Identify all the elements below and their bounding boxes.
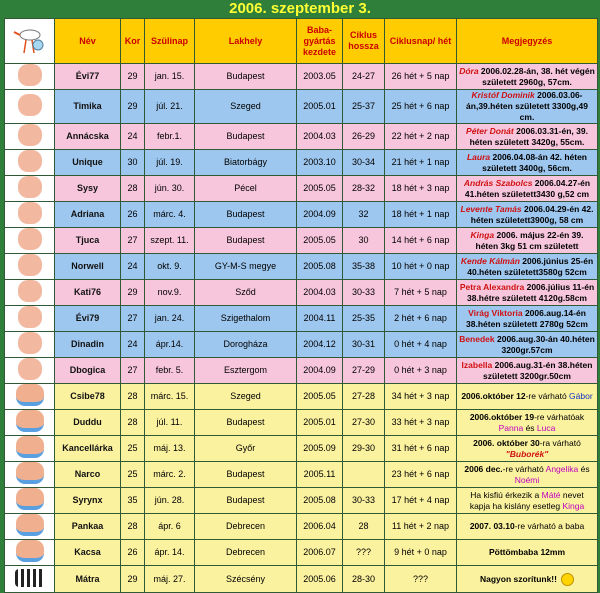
baby-icon <box>18 228 42 250</box>
cell-szulinap: márc. 2. <box>145 462 195 488</box>
row-icon-cell <box>5 306 55 332</box>
cell-nev: Csibe78 <box>55 384 121 410</box>
cell-baba: 2004.03 <box>297 280 343 306</box>
cell-ciklus: 32 <box>343 202 385 228</box>
col-header-ciklusnap: Ciklusnap/ hét <box>385 19 457 64</box>
cell-baba: 2003.05 <box>297 64 343 90</box>
cell-ciklus: 28-32 <box>343 176 385 202</box>
note-segment: 2006.június 25-én 40.héten született3580g 52cm <box>467 255 594 277</box>
cell-megjegyzes <box>457 514 598 540</box>
cell-ciklus <box>343 462 385 488</box>
cell-ciklus: 30-34 <box>343 150 385 176</box>
cell-ciklusnap: 18 hét + 3 nap <box>385 176 457 202</box>
row-icon-cell <box>5 358 55 384</box>
table-row <box>5 514 598 540</box>
note-segment: -re várhatóak <box>534 411 585 422</box>
row-icon-cell <box>5 64 55 90</box>
cell-ciklus: 27-29 <box>343 358 385 384</box>
note-segment: "Buborék" <box>505 448 549 459</box>
cell-megjegyzes <box>457 462 598 488</box>
note-segment: 2006.03.31-én, 39. héten született 3420g, 55cm. <box>469 125 588 147</box>
cell-szulinap: márc. 4. <box>145 202 195 228</box>
cell-megjegyzes <box>457 488 598 514</box>
cell-baba: 2005.11 <box>297 462 343 488</box>
table-row <box>5 566 598 593</box>
cell-megjegyzes <box>457 306 598 332</box>
cell-megjegyzes <box>457 436 598 462</box>
cell-ciklus: 26-29 <box>343 124 385 150</box>
cell-ciklusnap: ??? <box>385 566 457 593</box>
cell-ciklusnap: 21 hét + 1 nap <box>385 150 457 176</box>
cell-kor: 26 <box>121 202 145 228</box>
cell-baba: 2005.05 <box>297 176 343 202</box>
cell-lakhely: Pécel <box>195 176 297 202</box>
cell-megjegyzes <box>457 384 598 410</box>
note-segment: Luca <box>536 422 556 433</box>
cell-lakhely: Szeged <box>195 90 297 124</box>
cell-ciklusnap: 34 hét + 3 nap <box>385 384 457 410</box>
baby-icon <box>18 150 42 172</box>
members-table <box>4 18 598 593</box>
cell-lakhely: Biatorbágy <box>195 150 297 176</box>
cell-kor: 28 <box>121 176 145 202</box>
row-icon-cell <box>5 410 55 436</box>
baby-icon <box>18 306 42 328</box>
row-icon-cell <box>5 202 55 228</box>
cell-ciklusnap: 33 hét + 3 nap <box>385 410 457 436</box>
cell-lakhely: Budapest <box>195 64 297 90</box>
table-row <box>5 64 598 90</box>
cell-nev: Dbogica <box>55 358 121 384</box>
table-row <box>5 358 598 384</box>
cell-nev: Dinadin <box>55 332 121 358</box>
cell-nev: Syrynx <box>55 488 121 514</box>
col-header-baba: Baba-gyártás kezdete <box>297 19 343 64</box>
cell-baba: 2005.05 <box>297 228 343 254</box>
baby-icon <box>18 94 42 116</box>
cell-ciklus: ??? <box>343 540 385 566</box>
table-row <box>5 176 598 202</box>
note-segment: -re várható <box>502 463 546 474</box>
cell-lakhely: Budapest <box>195 488 297 514</box>
cell-ciklusnap: 7 hét + 5 nap <box>385 280 457 306</box>
note-segment: Nagyon szorítunk!! <box>480 573 557 584</box>
row-icon-cell <box>5 488 55 514</box>
cell-ciklusnap: 26 hét + 5 nap <box>385 64 457 90</box>
note-segment: 2006. május 22-én 39. héten 3kg 51 cm született <box>475 229 584 251</box>
col-header-lakhely: Lakhely <box>195 19 297 64</box>
cell-szulinap: jún. 30. <box>145 176 195 202</box>
table-row <box>5 436 598 462</box>
note-segment: 2006.július 11-én 38.hétre született 4120g.58cm <box>466 281 595 303</box>
cell-kor: 28 <box>121 514 145 540</box>
table-row <box>5 488 598 514</box>
cell-szulinap: febr.1. <box>145 124 195 150</box>
row-icon-cell <box>5 176 55 202</box>
cell-ciklus: 35-38 <box>343 254 385 280</box>
cell-szulinap: nov.9. <box>145 280 195 306</box>
cell-szulinap: júl. 11. <box>145 410 195 436</box>
cell-kor: 26 <box>121 540 145 566</box>
note-segment: Panna <box>498 422 524 433</box>
cell-nev: Tjuca <box>55 228 121 254</box>
note-segment: 2006.04.29-én 42. héten született3900g, 58 cm <box>470 203 594 225</box>
cell-baba: 2005.08 <box>297 254 343 280</box>
cell-nev: Sysy <box>55 176 121 202</box>
cell-megjegyzes <box>457 566 598 593</box>
cell-kor: 29 <box>121 280 145 306</box>
cell-kor: 25 <box>121 436 145 462</box>
col-header-nev: Név <box>55 19 121 64</box>
cell-baba: 2005.09 <box>297 436 343 462</box>
cell-lakhely: Budapest <box>195 202 297 228</box>
cell-szulinap: máj. 27. <box>145 566 195 593</box>
note-segment: Kinga <box>470 229 495 240</box>
note-segment: 2006.04.27-én 41.héten született3430 g,52 cm <box>464 177 591 199</box>
note-segment: 2006 dec. <box>464 463 503 474</box>
table-row <box>5 410 598 436</box>
baby-icon <box>18 332 42 354</box>
cell-lakhely: Debrecen <box>195 514 297 540</box>
baby-icon <box>18 124 42 146</box>
cell-nev: Kancellárka <box>55 436 121 462</box>
cell-megjegyzes <box>457 332 598 358</box>
cell-szulinap: júl. 21. <box>145 90 195 124</box>
row-icon-cell <box>5 332 55 358</box>
cell-kor: 29 <box>121 566 145 593</box>
cell-ciklusnap: 2 hét + 6 nap <box>385 306 457 332</box>
crawling-baby-icon <box>16 410 44 432</box>
note-segment: 2006.aug.30-án 40.héten 3200gr.57cm <box>494 333 595 355</box>
cell-lakhely: GY-M-S megye <box>195 254 297 280</box>
cell-kor: 28 <box>121 384 145 410</box>
baby-icon <box>18 254 42 276</box>
note-segment: 2006.04.08-án 42. héten született 3400g, 56cm. <box>482 151 588 173</box>
cell-ciklusnap: 31 hét + 6 nap <box>385 436 457 462</box>
note-segment: Pöttömbaba 12mm <box>488 547 566 557</box>
row-icon-cell <box>5 90 55 124</box>
cell-nev: Évi77 <box>55 64 121 90</box>
note-segment: Dóra <box>459 65 479 76</box>
cell-ciklus: 30-33 <box>343 488 385 514</box>
row-icon-cell <box>5 384 55 410</box>
cell-ciklusnap: 9 hét + 0 nap <box>385 540 457 566</box>
table-row <box>5 540 598 566</box>
cell-kor: 29 <box>121 64 145 90</box>
stork-icon <box>12 23 48 57</box>
cell-baba: 2005.08 <box>297 488 343 514</box>
crawling-baby-icon <box>16 488 44 510</box>
col-header-ciklus: Ciklus hossza <box>343 19 385 64</box>
note-segment: és <box>578 463 590 474</box>
cell-ciklusnap: 23 hét + 6 nap <box>385 462 457 488</box>
cell-megjegyzes <box>457 358 598 384</box>
smiley-icon <box>561 573 574 586</box>
row-icon-cell <box>5 150 55 176</box>
cell-baba: 2005.01 <box>297 410 343 436</box>
note-segment: Benedek <box>459 333 495 344</box>
cell-kor: 27 <box>121 228 145 254</box>
table-row <box>5 90 598 124</box>
cell-nev: Kati76 <box>55 280 121 306</box>
cell-lakhely: Budapest <box>195 462 297 488</box>
note-segment: Petra Alexandra <box>459 281 525 292</box>
cell-kor: 27 <box>121 306 145 332</box>
cell-lakhely: Budapest <box>195 124 297 150</box>
table-body <box>5 64 598 593</box>
table-row <box>5 384 598 410</box>
cell-szulinap: jún. 28. <box>145 488 195 514</box>
row-icon-cell <box>5 514 55 540</box>
row-icon-cell <box>5 436 55 462</box>
crawling-baby-icon <box>16 462 44 484</box>
note-segment: 2006.03.06-án,39.héten született 3300g,49 cm. <box>466 90 588 122</box>
cell-megjegyzes <box>457 90 598 124</box>
note-segment: Kinga <box>562 500 585 511</box>
cell-szulinap: ápr. 14. <box>145 540 195 566</box>
col-header-kor: Kor <box>121 19 145 64</box>
cell-ciklusnap: 25 hét + 6 nap <box>385 90 457 124</box>
cell-baba: 2005.05 <box>297 384 343 410</box>
cell-kor: 24 <box>121 254 145 280</box>
cell-baba: 2005.01 <box>297 90 343 124</box>
baby-icon <box>18 202 42 224</box>
cell-ciklusnap: 10 hét + 0 nap <box>385 254 457 280</box>
cell-szulinap: szept. 11. <box>145 228 195 254</box>
cell-megjegyzes <box>457 410 598 436</box>
note-segment: és <box>523 422 537 433</box>
cell-megjegyzes <box>457 254 598 280</box>
cell-kor: 28 <box>121 410 145 436</box>
cell-lakhely: Dorogháza <box>195 332 297 358</box>
cell-ciklusnap: 18 hét + 1 nap <box>385 202 457 228</box>
table-row <box>5 280 598 306</box>
page-title: 2006. szeptember 3. <box>229 0 371 17</box>
cell-nev: Pankaa <box>55 514 121 540</box>
cell-ciklusnap: 17 hét + 4 nap <box>385 488 457 514</box>
cell-megjegyzes <box>457 150 598 176</box>
note-segment: Kende Kálmán <box>460 255 520 266</box>
crawling-baby-icon <box>16 384 44 406</box>
cell-lakhely: Győr <box>195 436 297 462</box>
cell-ciklus: 28-30 <box>343 566 385 593</box>
cell-lakhely: Szigethalom <box>195 306 297 332</box>
cell-ciklus: 28 <box>343 514 385 540</box>
cell-megjegyzes <box>457 280 598 306</box>
table-row <box>5 462 598 488</box>
cell-nev: Norwell <box>55 254 121 280</box>
cell-kor: 27 <box>121 358 145 384</box>
note-segment: 2007. 03.10 <box>469 521 515 531</box>
cell-ciklusnap: 0 hét + 4 nap <box>385 332 457 358</box>
row-icon-cell <box>5 462 55 488</box>
table-row <box>5 332 598 358</box>
note-segment: Angelika <box>545 463 579 474</box>
note-segment: Laura <box>466 151 491 162</box>
row-icon-cell <box>5 280 55 306</box>
table-row <box>5 228 598 254</box>
note-segment: -re várható a baba <box>514 521 585 531</box>
cell-lakhely: Szécsény <box>195 566 297 593</box>
cell-baba: 2004.11 <box>297 306 343 332</box>
cell-ciklus: 30-33 <box>343 280 385 306</box>
cell-lakhely: Szeged <box>195 384 297 410</box>
cell-baba: 2003.10 <box>297 150 343 176</box>
table-row <box>5 124 598 150</box>
cell-ciklus: 24-27 <box>343 64 385 90</box>
note-segment: Levente Tamás <box>460 203 522 214</box>
cell-baba: 2006.04 <box>297 514 343 540</box>
cell-szulinap: febr. 5. <box>145 358 195 384</box>
cell-szulinap: máj. 13. <box>145 436 195 462</box>
cell-baba: 2004.09 <box>297 202 343 228</box>
note-segment: Noémi <box>514 474 540 485</box>
cell-ciklus: 30-31 <box>343 332 385 358</box>
row-icon-cell <box>5 228 55 254</box>
note-segment: 2006.aug.14-én 38.héten született 2780g 52cm <box>466 307 588 329</box>
cell-ciklus: 27-28 <box>343 384 385 410</box>
col-header-szulinap: Szülinap <box>145 19 195 64</box>
cell-nev: Annácska <box>55 124 121 150</box>
cell-baba: 2004.09 <box>297 358 343 384</box>
note-segment: 2006.október 19 <box>469 411 535 422</box>
cell-kor: 24 <box>121 124 145 150</box>
row-icon-cell <box>5 540 55 566</box>
baby-icon <box>18 176 42 198</box>
note-segment: Kristóf Dominik <box>471 90 535 100</box>
cell-baba: 2004.03 <box>297 124 343 150</box>
cell-kor: 30 <box>121 150 145 176</box>
cell-szulinap: ápr. 6 <box>145 514 195 540</box>
note-segment: 2006.október 12 <box>461 391 526 401</box>
cell-nev: Évi79 <box>55 306 121 332</box>
note-segment: Gábor <box>569 391 593 401</box>
crawling-baby-icon <box>16 436 44 458</box>
baby-icon <box>18 358 42 380</box>
table-row <box>5 254 598 280</box>
cell-nev: Adriana <box>55 202 121 228</box>
note-segment: Péter Donát <box>466 125 514 136</box>
table-row <box>5 202 598 228</box>
cell-megjegyzes <box>457 540 598 566</box>
baby-icon <box>18 280 42 302</box>
cell-nev: Kacsa <box>55 540 121 566</box>
cell-szulinap: okt. 9. <box>145 254 195 280</box>
cell-ciklus: 25-35 <box>343 306 385 332</box>
cell-ciklus: 30 <box>343 228 385 254</box>
cell-lakhely: Budapest <box>195 410 297 436</box>
cell-baba: 2004.12 <box>297 332 343 358</box>
cell-nev: Timika <box>55 90 121 124</box>
cell-kor: 35 <box>121 488 145 514</box>
note-segment: -re várható <box>525 391 570 401</box>
cell-kor: 29 <box>121 90 145 124</box>
cell-megjegyzes <box>457 202 598 228</box>
cell-lakhely: Debrecen <box>195 540 297 566</box>
note-segment: András Szabolcs <box>463 177 533 188</box>
cell-nev: Unique <box>55 150 121 176</box>
table-row <box>5 306 598 332</box>
crawling-baby-icon <box>16 514 44 536</box>
cell-szulinap: jan. 24. <box>145 306 195 332</box>
note-segment: Virág Viktoria <box>468 307 523 318</box>
table-row <box>5 150 598 176</box>
cell-megjegyzes <box>457 176 598 202</box>
cell-szulinap: jan. 15. <box>145 64 195 90</box>
cell-baba: 2005.06 <box>297 566 343 593</box>
header-row <box>5 19 598 64</box>
cell-kor: 24 <box>121 332 145 358</box>
cell-megjegyzes <box>457 124 598 150</box>
note-segment: 2006. október 30 <box>473 437 540 448</box>
cell-megjegyzes <box>457 228 598 254</box>
cell-kor: 25 <box>121 462 145 488</box>
cell-ciklusnap: 11 hét + 2 nap <box>385 514 457 540</box>
note-segment: 2006.aug.31-én 38.héten született 3200gr.50cm <box>483 359 593 381</box>
row-icon-cell <box>5 124 55 150</box>
cell-nev: Duddu <box>55 410 121 436</box>
cell-ciklusnap: 14 hét + 6 nap <box>385 228 457 254</box>
cell-megjegyzes <box>457 64 598 90</box>
cell-ciklusnap: 0 hét + 3 nap <box>385 358 457 384</box>
cell-ciklus: 25-37 <box>343 90 385 124</box>
cell-nev: Mátra <box>55 566 121 593</box>
col-header-megjegyzes: Megjegyzés <box>457 19 598 64</box>
header-icon-cell <box>5 19 55 64</box>
cell-lakhely: Esztergom <box>195 358 297 384</box>
note-segment: -ra várható <box>539 437 581 448</box>
note-segment: Izabella <box>461 359 493 370</box>
cell-szulinap: júl. 19. <box>145 150 195 176</box>
note-segment: Máté <box>541 489 561 500</box>
cell-ciklusnap: 22 hét + 2 nap <box>385 124 457 150</box>
baby-icon <box>18 64 42 86</box>
cell-ciklus: 29-30 <box>343 436 385 462</box>
zebra-icon <box>15 569 45 587</box>
cell-nev: Narco <box>55 462 121 488</box>
note-segment: 2006.02.28-án, 38. hét végén született 2960g, 57cm. <box>478 65 595 87</box>
row-icon-cell <box>5 566 55 593</box>
cell-szulinap: márc. 15. <box>145 384 195 410</box>
row-icon-cell <box>5 254 55 280</box>
cell-baba: 2006.07 <box>297 540 343 566</box>
cell-lakhely: Sződ <box>195 280 297 306</box>
crawling-baby-icon <box>16 540 44 562</box>
note-segment: Ha kisfiú érkezik a <box>470 489 542 500</box>
cell-ciklus: 27-30 <box>343 410 385 436</box>
cell-szulinap: ápr.14. <box>145 332 195 358</box>
cell-lakhely: Budapest <box>195 228 297 254</box>
note-segment: nevet kapja ha kislány esetleg <box>469 489 584 511</box>
